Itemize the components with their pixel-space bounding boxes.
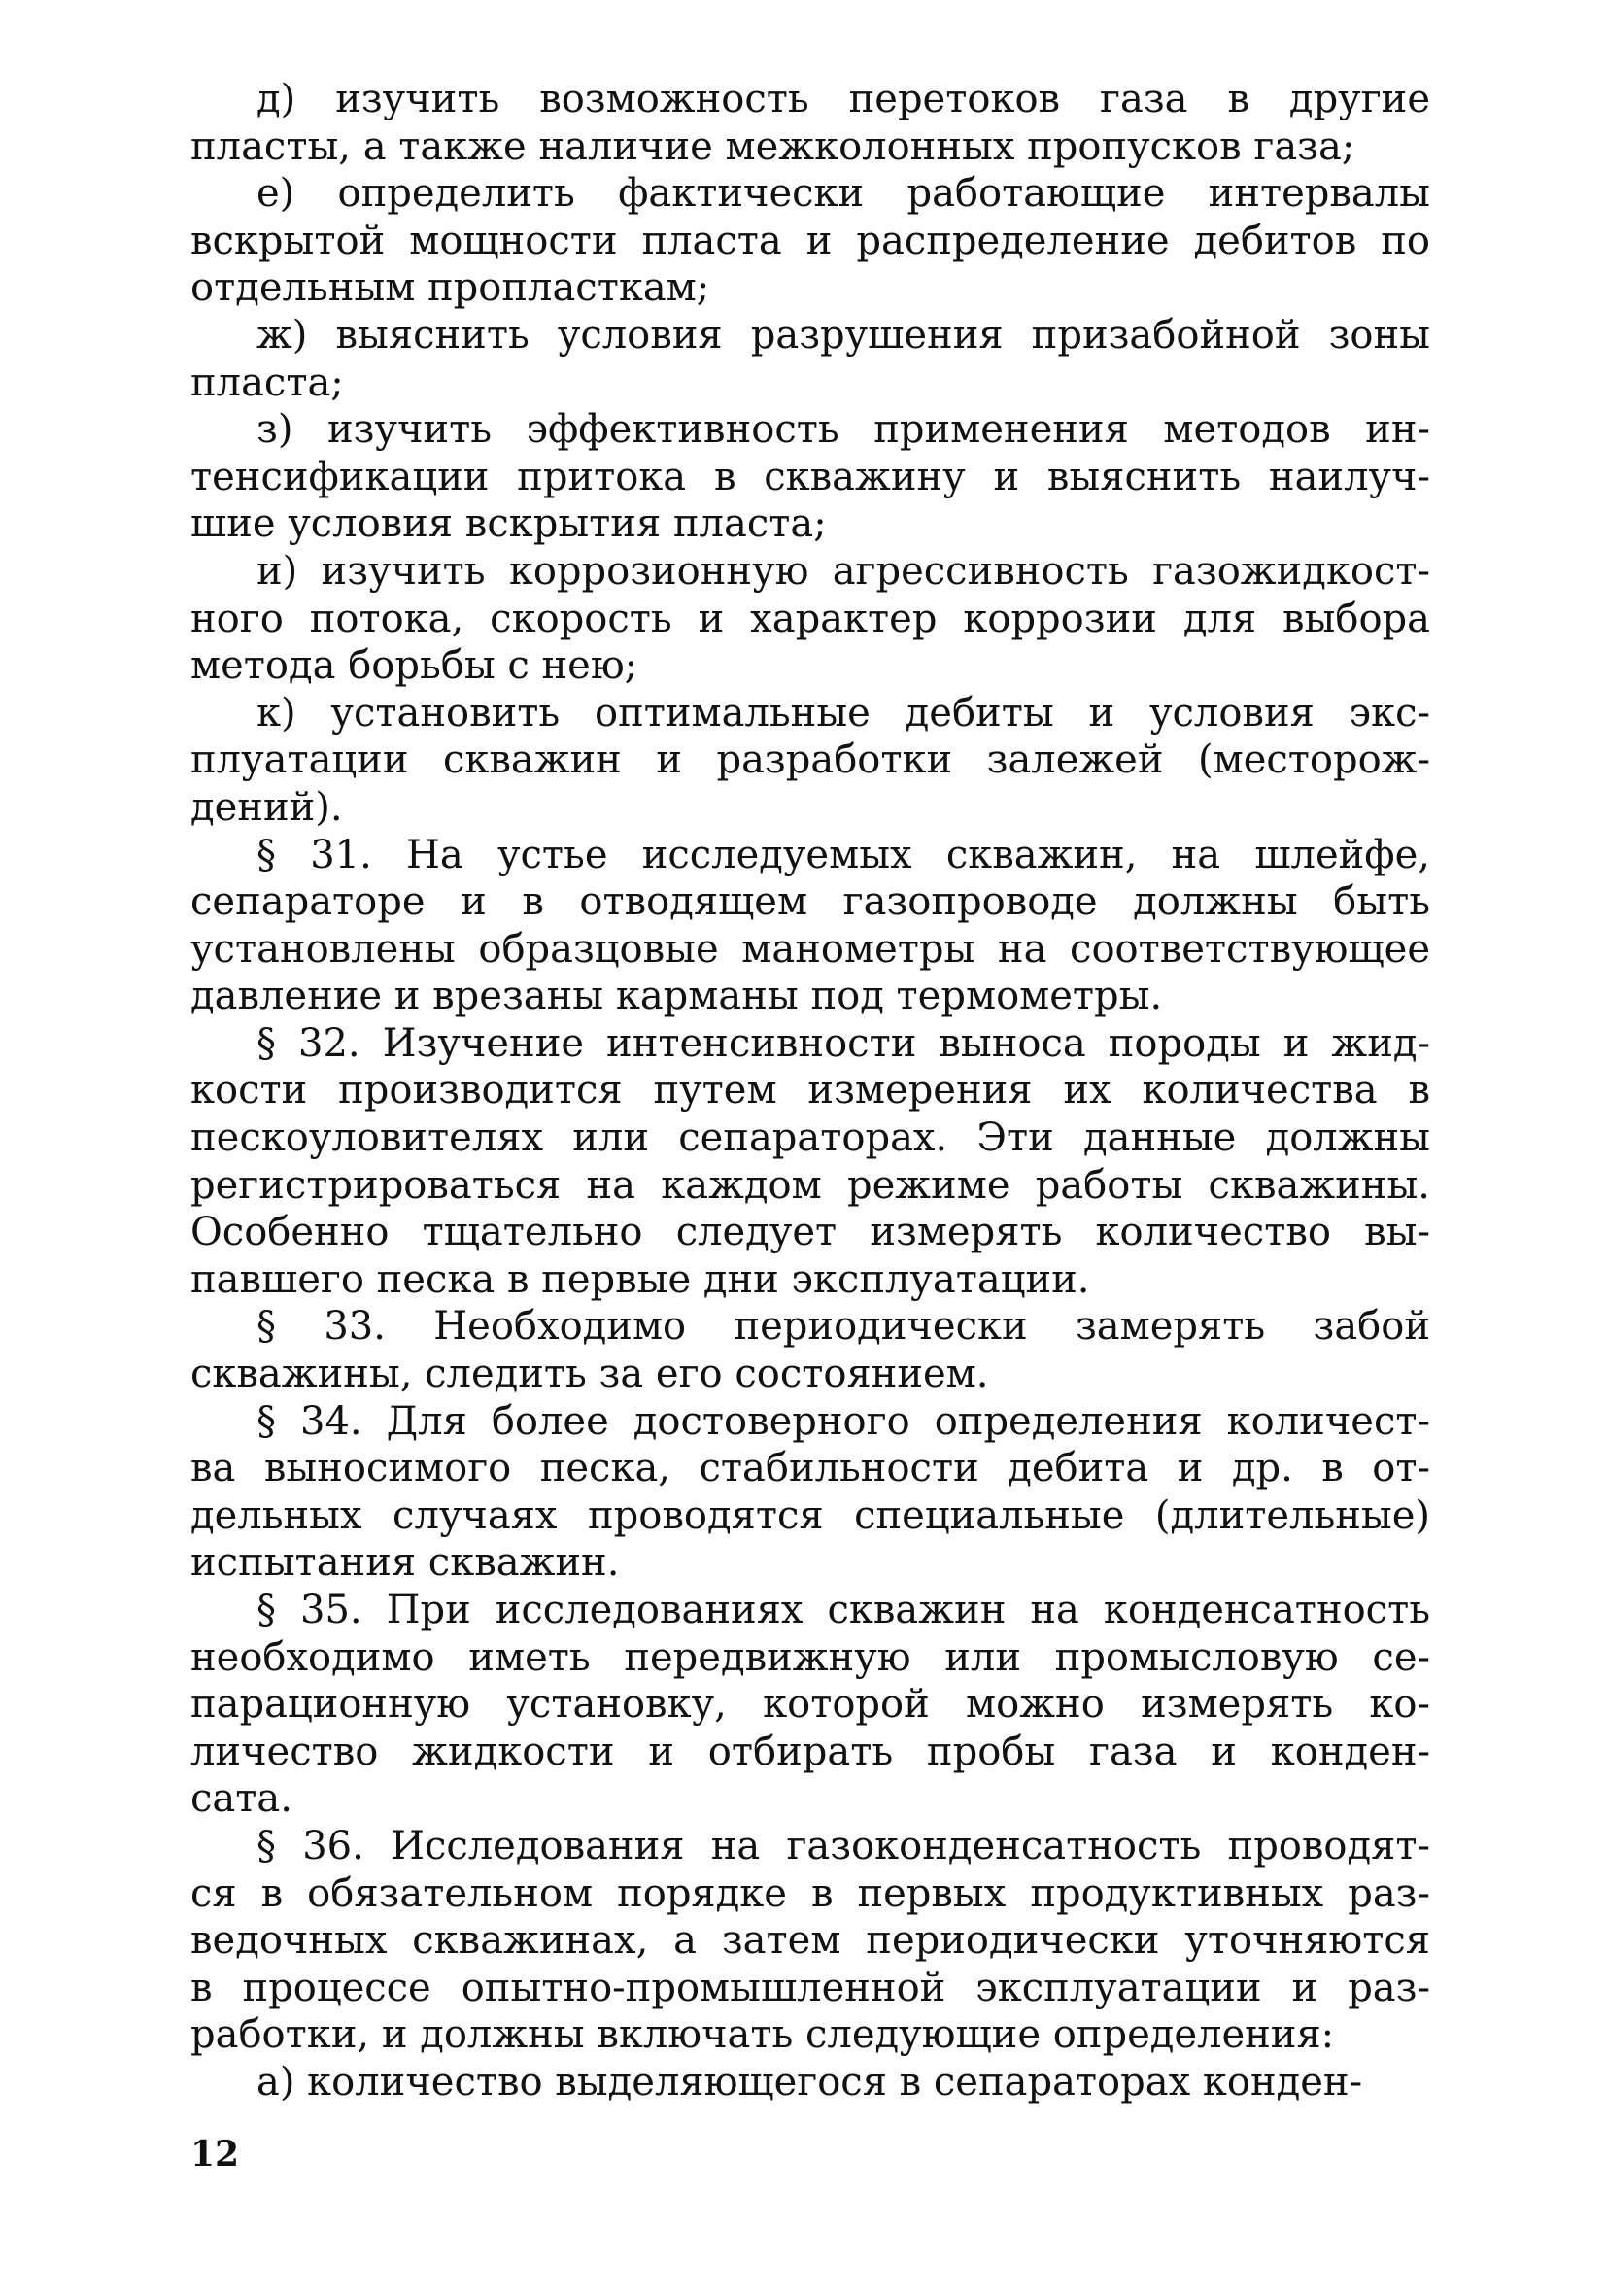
text-line: сепараторе и в отводящем газопроводе должны быть	[190, 879, 1430, 925]
text-line: отдельным пропласткам;	[190, 265, 710, 311]
paragraph-item-e	[190, 170, 1430, 312]
text-line: испытания скважин.	[190, 1540, 620, 1586]
text-line: пласты, а также наличие межколонных пропусков газа;	[190, 123, 1355, 169]
text-line: е) определить фактически работающие интервалы	[256, 171, 1430, 217]
paragraph-section-36	[190, 1823, 1430, 2059]
text-line: к) установить оптимальные дебиты и условия экс-	[256, 690, 1430, 736]
text-line: § 33. Необходимо периодически замерять забой	[256, 1304, 1430, 1350]
text-line: шие условия вскрытия пласта;	[190, 501, 827, 547]
text-line: дений).	[190, 784, 343, 830]
text-line: павшего песка в первые дни эксплуатации.	[190, 1256, 1090, 1302]
paragraph-item-i	[190, 548, 1430, 690]
paragraph-section-32	[190, 1020, 1430, 1304]
text-line: работки, и должны включать следующие определения:	[190, 2012, 1335, 2058]
text-line: д) изучить возможность перетоков газа в другие	[256, 77, 1430, 121]
text-line: ва выносимого песка, стабильности дебита и др. в от-	[190, 1446, 1430, 1491]
text-line: регистрироваться на каждом режиме работы скважины.	[190, 1162, 1430, 1208]
text-line: § 35. При исследованиях скважин на конденсатность	[256, 1588, 1430, 1632]
text-line: ного потока, скорость и характер коррозии для выбора	[190, 596, 1430, 641]
paragraph-item-zh	[190, 312, 1430, 406]
text-line: кости производится путем измерения их количества в	[190, 1068, 1430, 1114]
text-line: § 31. На устье исследуемых скважин, на шлейфе,	[256, 832, 1430, 877]
text-line: сата.	[190, 1776, 292, 1822]
text-line: § 36. Исследования на газоконденсатность проводят-	[256, 1823, 1430, 1868]
paragraph-item-z	[190, 406, 1430, 548]
text-line: ведочных скважинах, а затем периодически уточняются	[190, 1918, 1430, 1964]
paragraph-item-d	[190, 76, 1430, 170]
text-line: вскрытой мощности пласта и распределение дебитов по	[190, 218, 1430, 263]
text-line: пескоуловителях или сепараторах. Эти данные должны	[190, 1115, 1430, 1161]
text-line: скважины, следить за его состоянием.	[190, 1352, 989, 1397]
text-line: Особенно тщательно следует измерять количество вы-	[190, 1210, 1430, 1255]
text-line: личество жидкости и отбирать пробы газа и конден-	[190, 1729, 1430, 1774]
text-line: ж) выяснить условия разрушения призабойной зоны	[256, 312, 1430, 358]
text-line: парационную установку, которой можно измерять ко-	[190, 1682, 1430, 1728]
paragraph-item-k	[190, 690, 1430, 832]
text-line: ся в обязательном порядке в первых продуктивных раз-	[190, 1870, 1430, 1916]
text-line: з) изучить эффективность применения методов ин-	[256, 407, 1430, 453]
paragraph-section-31	[190, 832, 1430, 1020]
text-line: тенсификации притока в скважину и выяснить наилуч-	[190, 454, 1430, 499]
text-line: давление и врезаны карманы под термометры.	[190, 974, 1163, 1019]
text-line: плуатации скважин и разработки залежей (месторож-	[190, 737, 1430, 783]
text-line: метода борьбы с нею;	[190, 643, 638, 689]
text-line: пласта;	[190, 360, 344, 405]
text-line: необходимо иметь передвижную или промысловую сe-	[190, 1634, 1430, 1680]
text-line: § 34. Для более достоверного определения количест-	[256, 1398, 1430, 1444]
text-line: в процессе опытно-промышленной эксплуатации и раз-	[190, 1965, 1430, 2010]
text-line: дельных случаях проводятся специальные (длительные)	[190, 1492, 1430, 1538]
paragraph-section-34	[190, 1398, 1430, 1587]
paragraph-item-a	[190, 2059, 1430, 2107]
paragraph-section-33	[190, 1303, 1430, 1397]
text-line: установлены образцовые манометры на соответствующее	[190, 926, 1430, 972]
paragraph-section-35	[190, 1587, 1430, 1823]
page-number: 12	[190, 2134, 240, 2175]
text-line: § 32. Изучение интенсивности выноса породы и жид-	[256, 1020, 1430, 1066]
body-text	[190, 76, 1430, 2107]
text-line: а) количество выделяющегося в сепараторах конден-	[256, 2059, 1363, 2105]
text-line: и) изучить коррозионную агрессивность газожидкост-	[256, 548, 1430, 594]
